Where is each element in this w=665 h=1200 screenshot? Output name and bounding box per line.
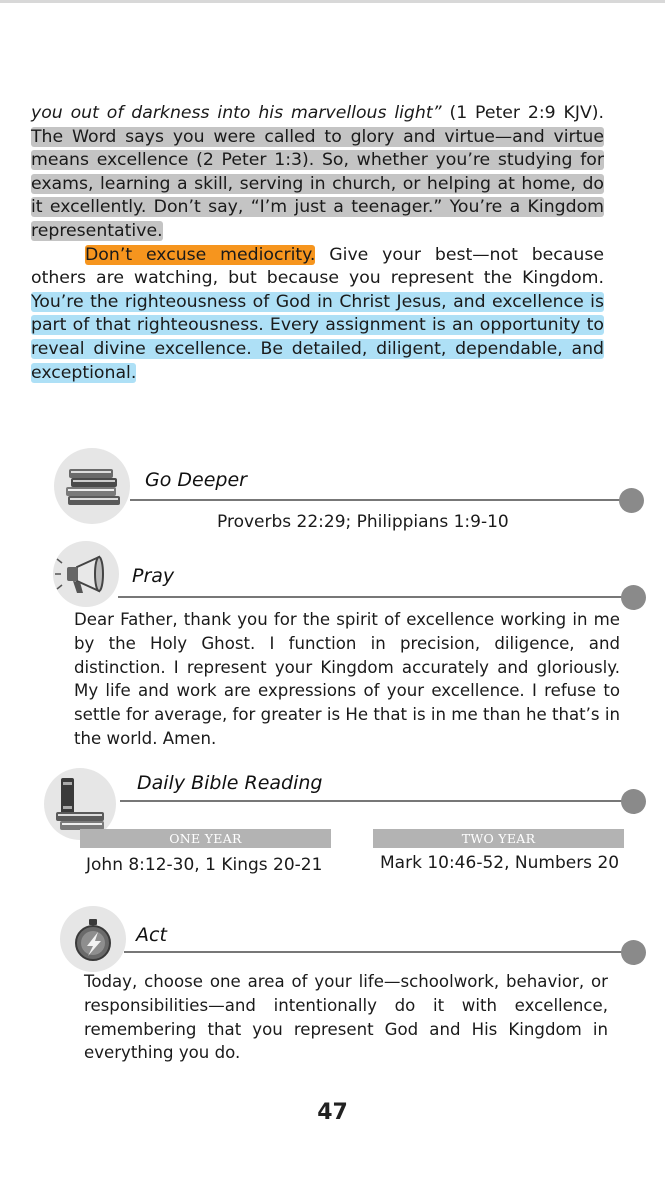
intro-text (31, 102, 604, 385)
page-number: 47 (317, 1100, 348, 1125)
one-year-label: ONE YEAR (80, 829, 331, 848)
go-deeper-rule (130, 499, 624, 501)
go-deeper-dot (619, 488, 644, 513)
one-year-reading: John 8:12-30, 1 Kings 20-21 (86, 855, 323, 875)
plain-text: Give your best—not because others are watching, but because you represent the Kingdom. (31, 244, 604, 289)
blue-highlight-text: You’re the righteousness of God in Christ Jesus, and excellence is part of that righteousness. Every assignment is an opportunity to reveal divine excellence. Be detailed, diligent, dependable, and exceptional. (31, 291, 604, 383)
daily-reading-title: Daily Bible Reading (137, 772, 323, 794)
act-rule (124, 951, 624, 953)
pray-paragraph: Dear Father, thank you for the spirit of excellence working in me by the Holy Ghost. I function in precision, diligence, and distinction. I represent your Kingdom accurately and gloriously. My life and work are expressions of your excellence. I refuse to settle for average, for greater is He that is in me than he that’s in the world. Amen. (74, 610, 620, 748)
two-year-reading: Mark 10:46-52, Numbers 20 (380, 853, 620, 873)
daily-reading-rule (120, 800, 624, 802)
pray-title: Pray (132, 565, 175, 587)
pray-dot (621, 585, 646, 610)
intro-paragraph-1 (31, 102, 604, 244)
go-deeper-badge (54, 448, 130, 524)
books-icon (54, 509, 130, 528)
act-paragraph: Today, choose one area of your life—schoolwork, behavior, or responsibilities—and intentionally do it with excellence, remembering that you represent God and His Kingdom in everything you do. (84, 972, 608, 1063)
gray-highlight-text: The Word says you were called to glory and virtue—and virtue means excellence (2 Peter 1:3). So, whether you’re studying for exams, learning a skill, serving in church, or helping at home, do it excellently. Don’t say, “I’m just a teenager.” You’re a Kingdom representative. (31, 126, 604, 241)
act-dot (621, 940, 646, 965)
top-edge (0, 0, 665, 3)
pray-badge (53, 541, 119, 607)
intro-paragraph-2 (31, 244, 604, 386)
daily-reading-dot (621, 789, 646, 814)
go-deeper-reference: Proverbs 22:29; Philippians 1:9-10 (217, 512, 509, 532)
two-year-label: TWO YEAR (373, 829, 624, 848)
intro-citation: (1 Peter 2:9 KJV). (449, 103, 604, 123)
act-badge (60, 906, 126, 972)
pray-text (74, 608, 620, 751)
orange-highlight-text: Don’t excuse mediocrity. (85, 244, 316, 265)
intro-italic-lead: you out of darkness into his marvellous light” (31, 103, 442, 123)
act-text (84, 970, 608, 1065)
act-title: Act (136, 924, 167, 946)
go-deeper-title: Go Deeper (145, 469, 247, 491)
pray-rule (118, 596, 624, 598)
